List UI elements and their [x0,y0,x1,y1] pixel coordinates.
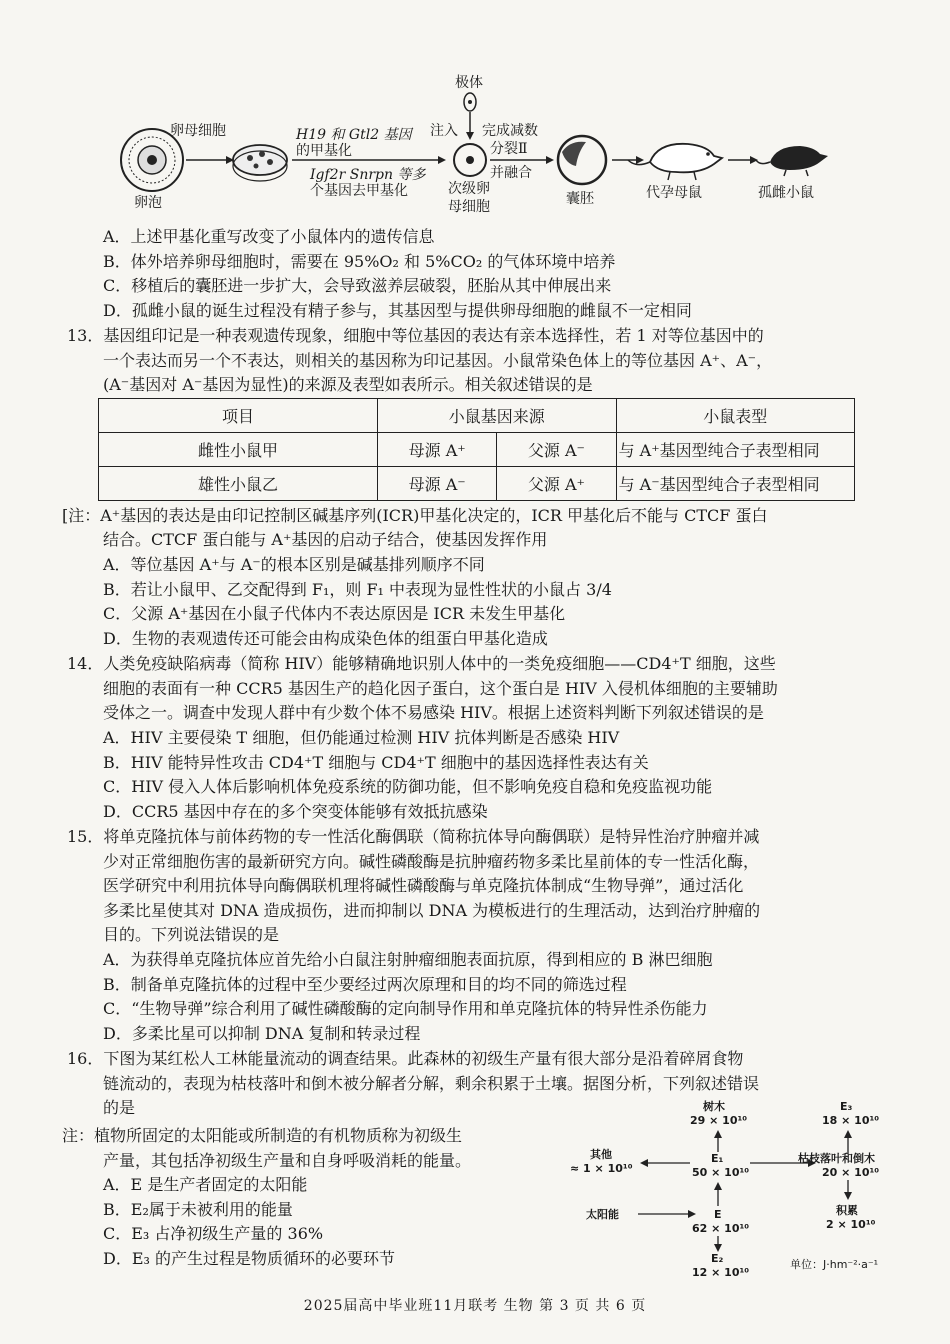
secondary-oocyte-icon [454,144,486,176]
q15-option-a: A．为获得单克隆抗体应首先给小白鼠注射肿瘤细胞表面抗原，得到相应的 B 淋巴细胞 [103,950,713,969]
energy-e3-label: E₃ [840,1100,853,1113]
q13-option-a: A．等位基因 A⁺与 A⁻的根本区别是碱基排列顺序不同 [103,555,485,574]
energy-accum-label: 积累 [836,1204,858,1217]
q13-stem-2: 一个表达而另一个不表达，则相关的基因称为印记基因。小鼠常染色体上的等位基因 A⁺、A⁻， [103,351,773,370]
q15-option-b: B．制备单克隆抗体的过程中至少要经过两次原理和目的均不同的筛选过程 [103,975,627,994]
inject-label: 注入 [430,123,458,139]
blastocyst-label: 囊胚 [566,191,594,207]
q16-stem-2: 链流动的，表现为枯枝落叶和倒木被分解者分解，剩余积累于土壤。据图分析，下列叙述错误 [103,1074,760,1093]
energy-other-label: 其他 [590,1148,612,1161]
q12-diagram [110,70,870,220]
meiosis-label-2: 分裂Ⅱ [490,141,528,157]
table-cell: 雌性小鼠甲 [99,433,378,467]
table-cell: 父源 A⁻ [497,433,616,467]
petri-dish-icon [233,145,287,181]
table-cell: 雄性小鼠乙 [99,467,378,501]
table-cell: 母源 A⁻ [378,467,497,501]
q13-option-d: D．生物的表观遗传还可能会由构成染色体的组蛋白甲基化造成 [103,629,548,648]
energy-e2-value: 12 × 10¹⁰ [692,1266,750,1279]
q13-stem-3: (A⁻基因对 A⁻基因为显性)的来源及表型如表所示。相关叙述错误的是 [103,375,593,394]
energy-litter-label: 枯枝落叶和倒木 [798,1152,875,1165]
energy-other-value: ≈ 1 × 10¹⁰ [570,1162,633,1175]
polar-body-icon [464,93,476,140]
q13-note-2: 结合。CTCF 蛋白能与 A⁺基因的启动子结合，使基因发挥作用 [103,530,548,549]
demethylation-label-1: Igf2r Snrpn 等多 [310,167,426,183]
energy-e2-label: E₂ [711,1252,724,1265]
table-cell: 父源 A⁺ [497,467,616,501]
surrogate-label: 代孕母鼠 [646,185,702,201]
surrogate-mouse-icon [628,144,722,180]
page-footer: 2025届高中毕业班11月联考 生物 第 3 页 共 6 页 [303,1298,647,1314]
q14-stem-1: 14．人类免疫缺陷病毒（简称 HIV）能够精确地识别人体中的一类免疫细胞——CD4⁺T 细胞，这些 [67,654,776,673]
table-header-cell: 小鼠基因来源 [378,399,617,433]
q14-option-c: C．HIV 侵入人体后影响机体免疫系统的防御功能，但不影响免疫自稳和免疫监视功能 [103,777,713,796]
energy-unit-label: 单位：J·hm⁻²·a⁻¹ [790,1258,879,1271]
q16-option-c: C．E₃ 占净初级生产量的 36% [103,1224,324,1243]
q15-stem-1: 15．将单克隆抗体与前体药物的专一性活化酶偶联（简称抗体导向酶偶联）是特异性治疗肿瘤并减 [67,827,760,846]
energy-trees-value: 29 × 10¹⁰ [690,1114,748,1127]
table-cell: 与 A⁻基因型纯合子表型相同 [616,467,854,501]
q14-stem-2: 细胞的表面有一种 CCR5 基因生产的趋化因子蛋白，这个蛋白是 HIV 入侵机体细胞的主要辅助 [103,679,778,698]
q16-option-a: A．E 是生产者固定的太阳能 [103,1175,308,1194]
q16-stem-1: 16．下图为某红松人工林能量流动的调查结果。此森林的初级生产量有很大部分是沿着碎屑食物 [67,1049,744,1068]
energy-e-label: E [714,1208,722,1221]
secondary-oocyte-label-1: 次级卵 [448,181,490,197]
q15-option-c: C．“生物导弹”综合利用了碱性磷酸酶的定向制导作用和单克隆抗体的特异性杀伤能力 [103,999,708,1018]
q12-option-c: C．移植后的囊胚进一步扩大，会导致滋养层破裂，胚胎从其中伸展出来 [103,276,612,295]
table-row [99,467,855,501]
q15-stem-2: 少对正常细胞伤害的最新研究方向。碱性磷酸酶是抗肿瘤药物多柔比星前体的专一性活化酶， [103,852,760,871]
energy-litter-value: 20 × 10¹⁰ [822,1166,880,1179]
q12-option-d: D．孤雌小鼠的诞生过程没有精子参与，其基因型与提供卵母细胞的雌鼠不一定相同 [103,301,692,320]
offspring-mouse-icon [756,146,828,176]
follicle-label: 卵泡 [134,195,162,211]
q13-note-1: [注：A⁺基因的表达是由印记控制区碱基序列(ICR)甲基化决定的，ICR 甲基化后不能与 CTCF 蛋白 [62,506,768,525]
energy-accum-value: 2 × 10¹⁰ [826,1218,876,1231]
energy-e-value: 62 × 10¹⁰ [692,1222,750,1235]
table-row [99,433,855,467]
q16-option-b: B．E₂属于未被利用的能量 [103,1200,293,1219]
q13-option-c: C．父源 A⁺基因在小鼠子代体内不表达原因是 ICR 未发生甲基化 [103,604,566,623]
table-header-cell: 项目 [99,399,378,433]
table-cell: 母源 A⁺ [378,433,497,467]
secondary-oocyte-label-2: 母细胞 [448,199,490,215]
q16-stem-3: 的是 [103,1098,136,1117]
table-header-row [99,399,855,433]
oocyte-label: 卵母细胞 [170,123,226,139]
demethylation-label-2: 个基因去甲基化 [310,183,408,199]
q16-note-2: 产量，其包括净初级生产量和自身呼吸消耗的能量。 [103,1151,472,1170]
energy-e1-value: 50 × 10¹⁰ [692,1166,750,1179]
table-cell: 与 A⁺基因型纯合子表型相同 [616,433,854,467]
q16-note-1: 注：植物所固定的太阳能或所制造的有机物质称为初级生 [62,1126,463,1145]
q15-stem-5: 目的。下列说法错误的是 [103,925,280,944]
blastocyst-icon [558,136,606,184]
q13-option-b: B．若让小鼠甲、乙交配得到 F₁，则 F₁ 中表现为显性性状的小鼠占 3/4 [103,580,612,599]
methylation-label-1: H19 和 Gtl2 基因 [296,127,412,143]
q15-stem-4: 多柔比星使其对 DNA 造成损伤，进而抑制以 DNA 为模板进行的生理活动，达到治疗肿瘤的 [103,901,761,920]
methylation-label-2: 的甲基化 [296,143,352,159]
q13-table [98,398,855,501]
polar-body-label: 极体 [455,75,483,91]
energy-trees-label: 树木 [703,1100,725,1113]
q15-option-d: D．多柔比星可以抑制 DNA 复制和转录过程 [103,1024,421,1043]
energy-sun-label: 太阳能 [586,1208,619,1221]
q14-option-d: D．CCR5 基因中存在的多个突变体能够有效抵抗感染 [103,802,488,821]
fuse-label: 并融合 [490,165,532,181]
q16-option-d: D．E₃ 的产生过程是物质循环的必要环节 [103,1249,396,1268]
energy-flow-diagram [560,1100,920,1280]
table-header-cell: 小鼠表型 [616,399,854,433]
q12-option-a: A．上述甲基化重写改变了小鼠体内的遗传信息 [103,227,435,246]
energy-e1-label: E₁ [711,1152,724,1165]
q14-option-b: B．HIV 能特异性攻击 CD4⁺T 细胞与 CD4⁺T 细胞中的基因选择性表达有关 [103,753,649,772]
q13-stem-1: 13．基因组印记是一种表观遗传现象，细胞中等位基因的表达有亲本选择性，若 1 对等位基因中的 [67,326,764,345]
energy-e3-value: 18 × 10¹⁰ [822,1114,880,1127]
q12-option-b: B．体外培养卵母细胞时，需要在 95%O₂ 和 5%CO₂ 的气体环境中培养 [103,252,616,271]
offspring-label: 孤雌小鼠 [758,185,814,201]
q14-stem-3: 受体之一。调查中发现人群中有少数个体不易感染 HIV。根据上述资料判断下列叙述错误的是 [103,703,764,722]
meiosis-label-1: 完成减数 [482,123,538,139]
q15-stem-3: 医学研究中利用抗体导向酶偶联机理将碱性磷酸酶与单克隆抗体制成“生物导弹”，通过活化 [103,876,744,895]
q14-option-a: A．HIV 主要侵染 T 细胞，但仍能通过检测 HIV 抗体判断是否感染 HIV [103,728,620,747]
